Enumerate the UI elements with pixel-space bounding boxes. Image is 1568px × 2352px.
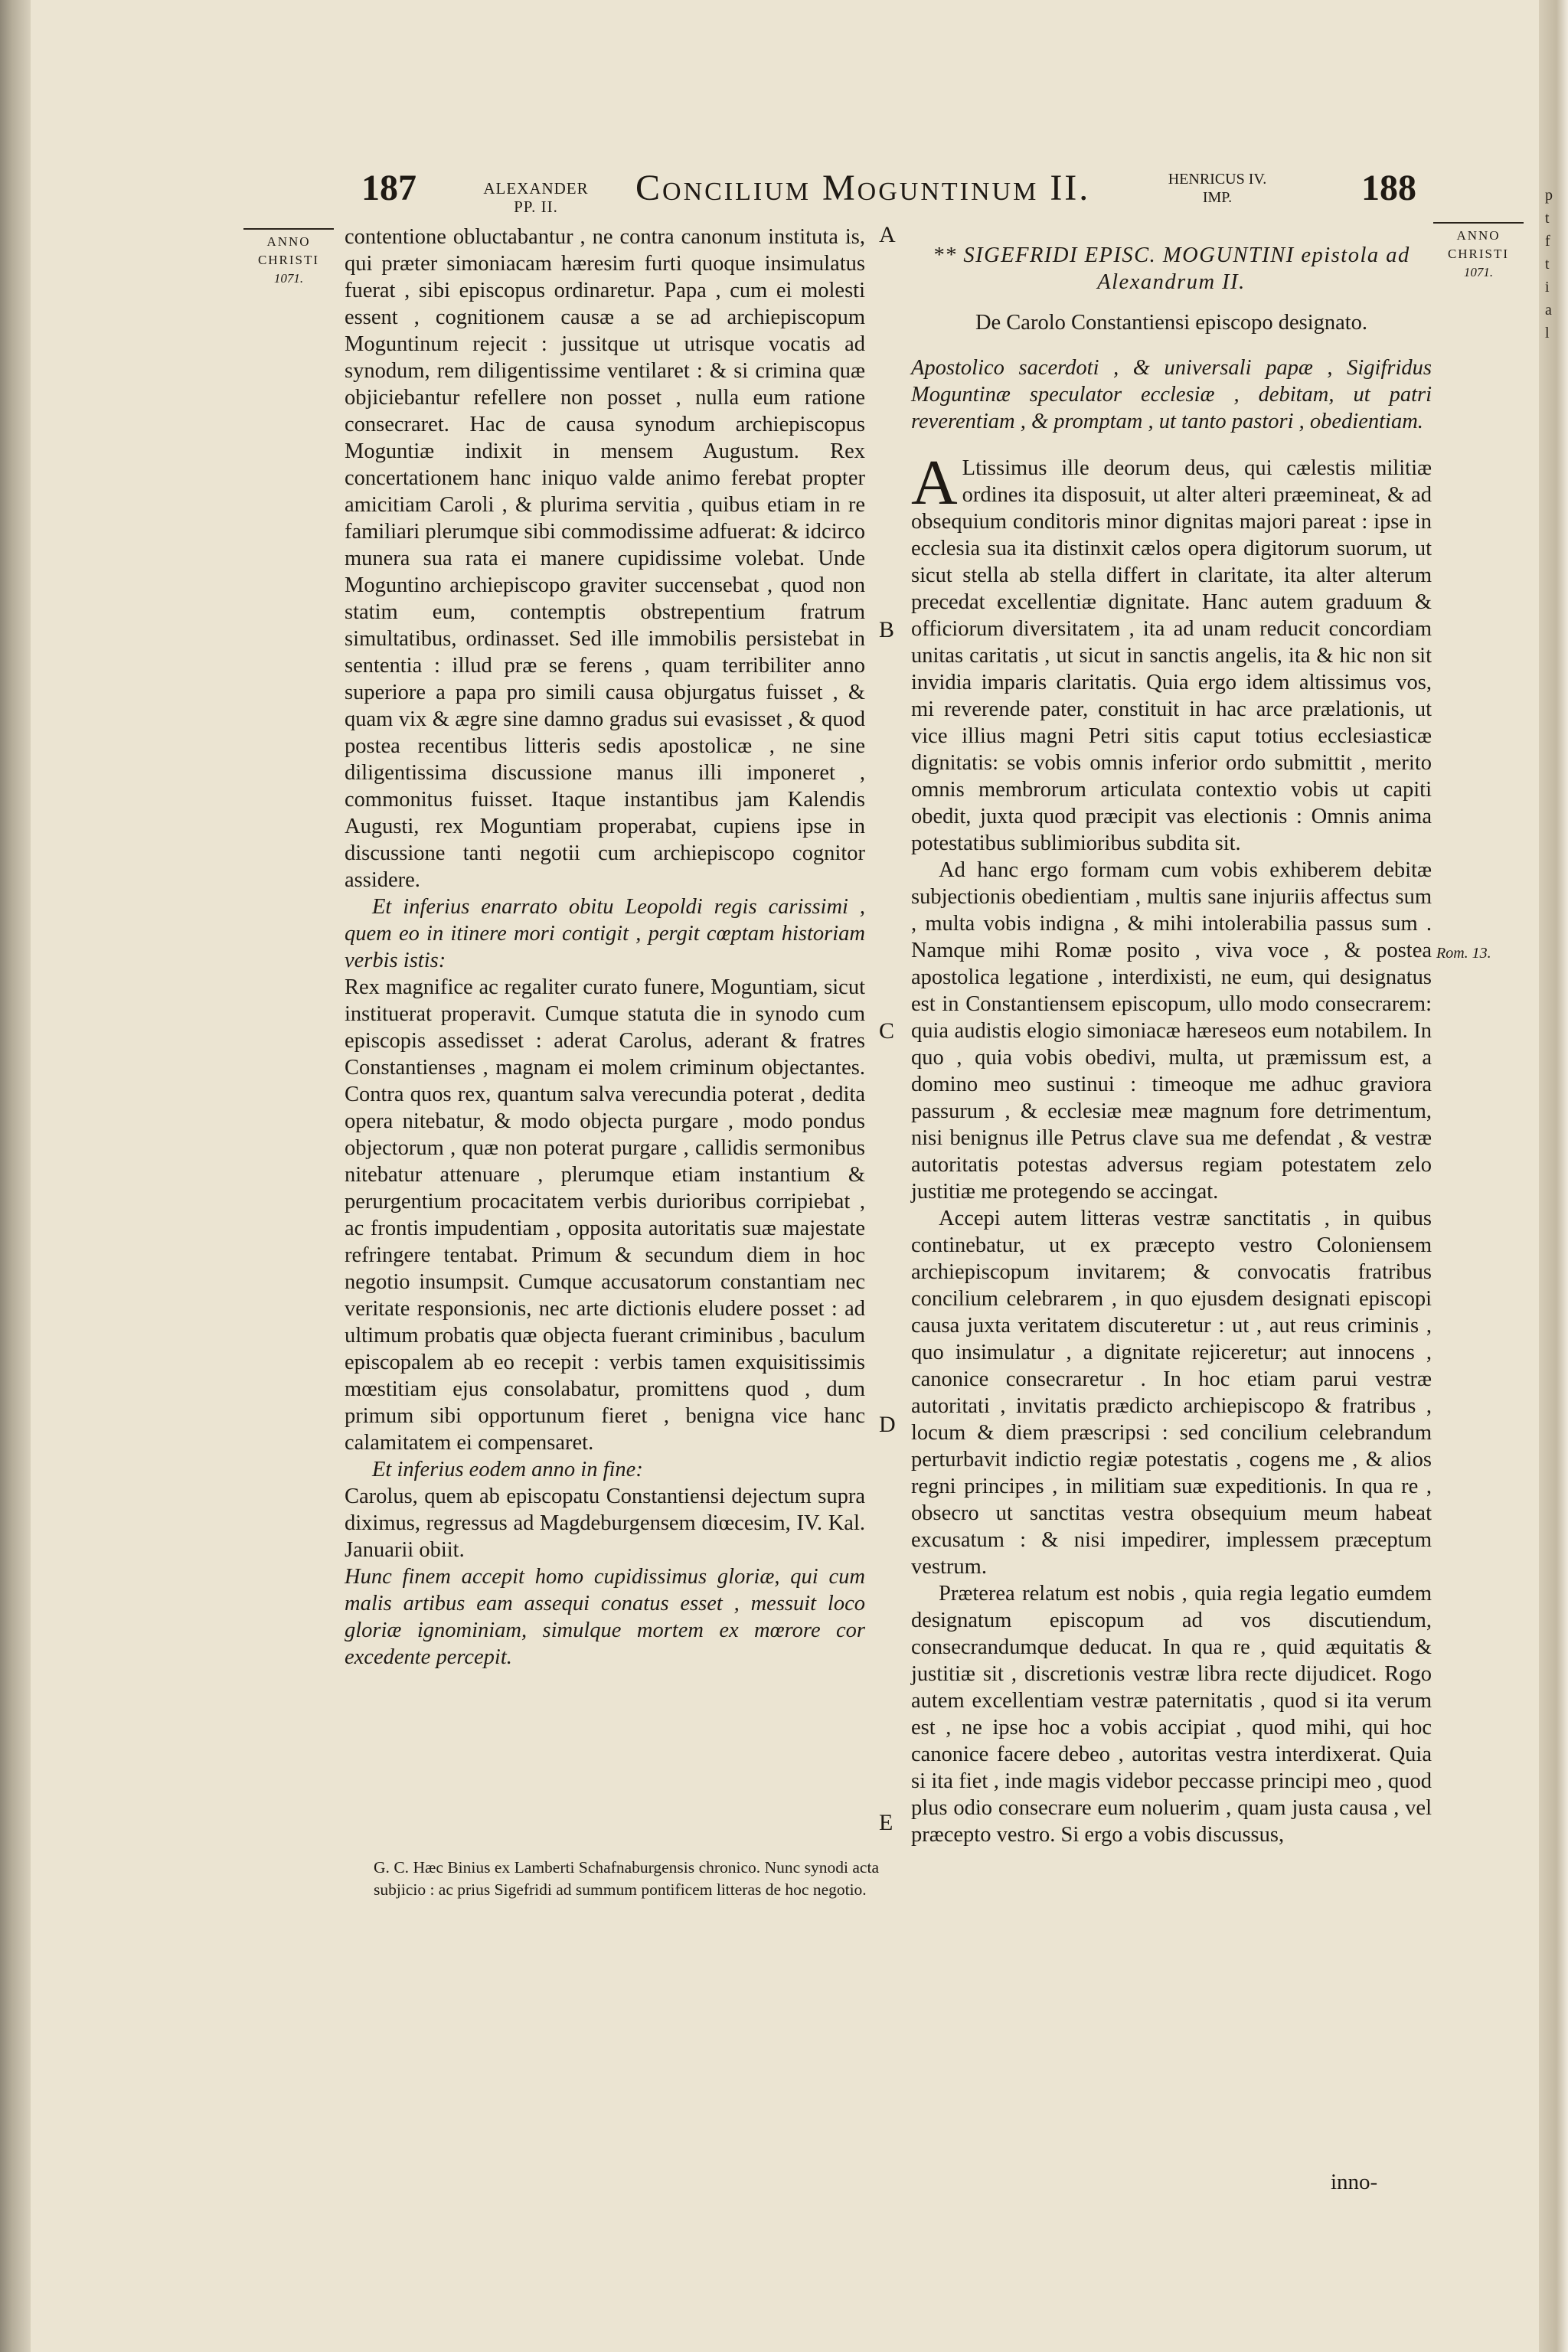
anno-label: ANNO: [1456, 228, 1501, 243]
margin-letter-c: C: [879, 1018, 895, 1044]
pope-name: ALEXANDER: [483, 179, 589, 198]
left-paragraph: [345, 1563, 865, 1671]
anno-label: ANNO: [266, 234, 311, 249]
anno-year: 1071.: [273, 271, 304, 286]
scripture-reference: Rom. 13.: [1436, 945, 1491, 962]
right-column: [911, 242, 1432, 1848]
left-paragraph: [345, 1483, 865, 1563]
christi-label: CHRISTI: [1447, 247, 1510, 261]
anno-christi-right: [1433, 222, 1524, 282]
emperor-title: IMP.: [1202, 189, 1233, 206]
facing-page-edge: [1545, 184, 1568, 1715]
right-paragraph: [911, 242, 1432, 296]
left-paragraph-text: Et inferius eodem anno in fine:: [372, 1458, 643, 1481]
right-paragraph-text: Accepi autem litteras vestræ sanctitatis , in quibus continebatur, ut ex præcepto vestro Coloniensem archiepiscopum invitarem; & convocatis fratribus concilium celebrarem , in quo ejusdem designati episcopi causa juxta veritatem discuteretur : ut , aut reus criminis , quo insimulatur , a dignitate rejiceretur; aut innocens , canonice consecraretur . In hoc etiam parui vestræ autoritati , invitatis prædicto archiepiscopo & fratribus , locum & diem præscripsi : sed concilium celebrandum perturbavit indictio regiæ potestatis , cogens me , & alios regni principes , in militiam suæ expeditionis. In qua re , obsecro ut sanctitas vestra obsequium meum habeat excusatum : & nisi impedirer, implessem præceptum vestrum.: [911, 1207, 1432, 1579]
editor-note: G. C. Hæc Binius ex Lamberti Schafnaburgensis chronico. Nunc synodi acta subjicio : ac prius Sigefridi ad summum pontificem litteras de hoc negotio.: [374, 1858, 879, 1899]
christi-label: CHRISTI: [257, 253, 320, 267]
book-gutter-left: [0, 0, 31, 2352]
right-paragraph-text: Ltissimus ille deorum deus, qui cælestis militiæ ordines ita disposuit, ut alter alteri præemineat, & ad obsequium conditoris minor dignitas majori pareat : ipse in ecclesia sua ita distinxit cælos opera digitorum suorum, ut sicut stella ab stella differt in claritate, ita alter alterum precedat excellentiæ dignitate. Hanc autem graduum & officiorum diversitatem , ita ad unam reducit concordiam unitas caritatis , ut sicut in sanctis angelis, ita & hic non sit invidia imparis claritatis. Quia ergo idem altissimus vos, mi reverende pater, constituit in hac arce prælationis, ut vice illius magni Petri sitis caput totius ecclesiasticæ dignitatis: se vobis omnis inferior ordo submittit , merito omnis membrorum articulata contextio vobis ut capiti obedit, juxta quod præcipit vas electionis : Omnis anima potestatibus sublimioribus subdita sit.: [911, 456, 1432, 855]
right-paragraph: [911, 1205, 1432, 1580]
left-paragraph: [345, 224, 865, 893]
edge-letter: l: [1545, 325, 1550, 341]
margin-letter-e: E: [879, 1810, 893, 1835]
right-paragraph: [911, 354, 1432, 435]
page-number-right: 188: [1361, 168, 1416, 208]
left-paragraph-text: Carolus, quem ab episcopatu Constantiensi dejectum supra diximus, regressus ad Magdeburgensem diœcesim, IV. Kal. Januarii obiit.: [345, 1485, 865, 1562]
right-paragraph-text: Apostolico sacerdoti , & universali papæ , Sigifridus Moguntinæ speculator ecclesiæ , debitam, ut patri reverentiam , & promptam , ut tanto pastori , obedientiam.: [911, 356, 1432, 433]
running-title: Concilium Moguntinum II.: [635, 168, 1091, 208]
right-paragraph: [911, 309, 1432, 336]
catchword: inno-: [1331, 2170, 1378, 2194]
right-paragraph-text: Ad hanc ergo formam cum vobis exhiberem debitæ subjectionis obedientiam , multis sane injuriis affectus sum , multa vobis indigna , & mihi intolerabilia passus sum . Namque mihi Romæ posito , viva voce , & postea apostolica legatione , interdixisti, ne eum, qui designatus est in Constantiensem episcopum, ullo modo consecrarem: quia audistis elogio simoniacæ hæreseos eum notabilem. In quo , quia vobis obedivi, multa, ut præmissum est, a domino meo sustinui : timeoque me adhuc graviora passurum , & ecclesiæ meæ magnum fore detrimentum, nisi benignus ille Petrus clave sua me defendat , & vestræ autoritatis potestas adversus regiam potestatem zelo justitiæ me protegendo se accingat.: [911, 858, 1432, 1204]
right-paragraph: [911, 1580, 1432, 1848]
left-column: [345, 224, 865, 1671]
left-paragraph: [345, 974, 865, 1456]
edge-letter: i: [1545, 279, 1550, 296]
right-paragraph-text: Præterea relatum est nobis , quia regia legatio eumdem designatum episcopum ad vos discutiendum, consecrandumque deducat. In qua re , quid æquitatis & justitiæ sit , discretionis vestræ libra recte dijudicet. Rogo autem excellentiam vestræ paternitatis , quod si ita verum est , ne ipse hoc a vobis accipiat , quod mihi, qui hoc canonice facere debeo , autoritas vestra interdixerat. Quia si ita fiet , inde magis videbor peccasse principi meo , quod plus odio consecrare eum noluerim , quam justa causa , vel præcepto vestro. Si ergo a vobis discussus,: [911, 1582, 1432, 1847]
pope-number: PP. II.: [514, 198, 558, 216]
drop-cap: A: [911, 447, 958, 518]
edge-letter: t: [1545, 210, 1550, 227]
anno-christi-left: [243, 228, 334, 288]
margin-letter-b: B: [879, 617, 895, 642]
edge-letter: f: [1545, 233, 1550, 250]
page-number-left: 187: [361, 168, 416, 208]
emperor-name: HENRICUS IV.: [1168, 171, 1267, 188]
edge-letter: a: [1545, 302, 1552, 318]
left-paragraph: [345, 1456, 865, 1483]
right-paragraph: [911, 857, 1432, 1205]
anno-year: 1071.: [1463, 265, 1494, 279]
left-paragraph: [345, 893, 865, 974]
emperor-heading: [1148, 170, 1286, 207]
left-paragraph-text: Rex magnifice ac regaliter curato funere, Moguntiam, sicut instituerat properavit. Cumque statuta die in synodo cum episcopis assedisset : aderat Carolus, aderant & fratres Constantienses , magnam ei molem criminum objectantes. Contra quos rex, quantum salva verecundia poterat , dedita opera nitebatur, & modo objecta purgare , modo pondus objectorum , quæ non poterat purgare , callidis sermonibus nitebatur attenuare , plerumque etiam instantium & perurgentium procacitatem verbis durioribus corripiebat , ac frontis impudentiam , opposita autoritatis suæ majestate refringere tentabat. Primum & secundum diem in hoc negotio insumpsit. Cumque accusatorum constantiam nec veritate responsionis, nec arte dictionis eludere posset : ad ultimum probatis quæ objecta fuerant criminibus , baculum episcopalem ab eo recepit : verbis tamen exquisitissimis mœstitiam ejus consolabatur, promittens quod , dum primum sibi opportunum fieret , benigna vice hanc calamitatem ei compensaret.: [345, 975, 865, 1455]
left-paragraph-text: contentione obluctabantur , ne contra canonum instituta is, qui præter simoniacam hæresim furti quoque insimulatus fuerat , sibi episcopus ordinaretur. Papa , cum ei molesti essent , cognitionem causæ a se ad archiepiscopum Moguntinum rejecit : jussitque ut utrisque vocatis ad synodum, rem diligentissime ventilaret : & si crimina quæ objiciebantur refellere non posset , nulla eum ratione consecraret. Hac de causa synodum archiepiscopus Moguntiæ indixit in mensem Augustum. Rex concertationem hanc iniquo valde animo ferebat propter amicitiam Caroli , & plurima servitia , quibus etiam in re familiari plerumque sibi commodissime adfuerat: & idcirco munera sua rata ei manere cupidissime volebat. Unde Moguntino archiepiscopo graviter succensebat , quod non statim eum, contemptis obstrepentium fratrum simultatibus, ordinasset. Sed ille immobilis persistebat in sententia : illud præ se ferens , quam terribiliter anno superiore a papa pro simili causa objurgatus fuisset , & quam vix & ægre sine damno gradus sui evasisset , & quod postea recentibus litteris sedis apostolicæ , ne sine diligentissima discussione manus illi imponeret , commonitus fuisset. Itaque instantibus jam Kalendis Augusti, rex Moguntiam properabat, cupiens ipse in discussione tanti negotii cum archiepiscopo cognitor assidere.: [345, 225, 865, 892]
margin-letter-d: D: [879, 1412, 896, 1437]
right-paragraph-text: ** SIGEFRIDI EPISC. MOGUNTINI epistola ad Alexandrum II.: [933, 243, 1410, 294]
left-paragraph-text: Et inferius enarrato obitu Leopoldi regis carissimi , quem eo in itinere mori contigit , pergit cœptam historiam verbis istis:: [345, 895, 865, 972]
edge-letter: p: [1545, 187, 1553, 204]
edge-letter: t: [1545, 256, 1550, 273]
right-paragraph: [911, 447, 1432, 857]
pope-heading: [471, 179, 601, 216]
right-paragraph-text: De Carolo Constantiensi episcopo designato.: [975, 311, 1368, 335]
margin-letter-a: A: [879, 222, 896, 247]
left-paragraph-text: Hunc finem accepit homo cupidissimus gloriæ, qui cum malis artibus eam assequi conatus esset , messuit loco gloriæ ignominiam, simulque mortem ex mœrore cor excedente percepit.: [345, 1565, 865, 1669]
